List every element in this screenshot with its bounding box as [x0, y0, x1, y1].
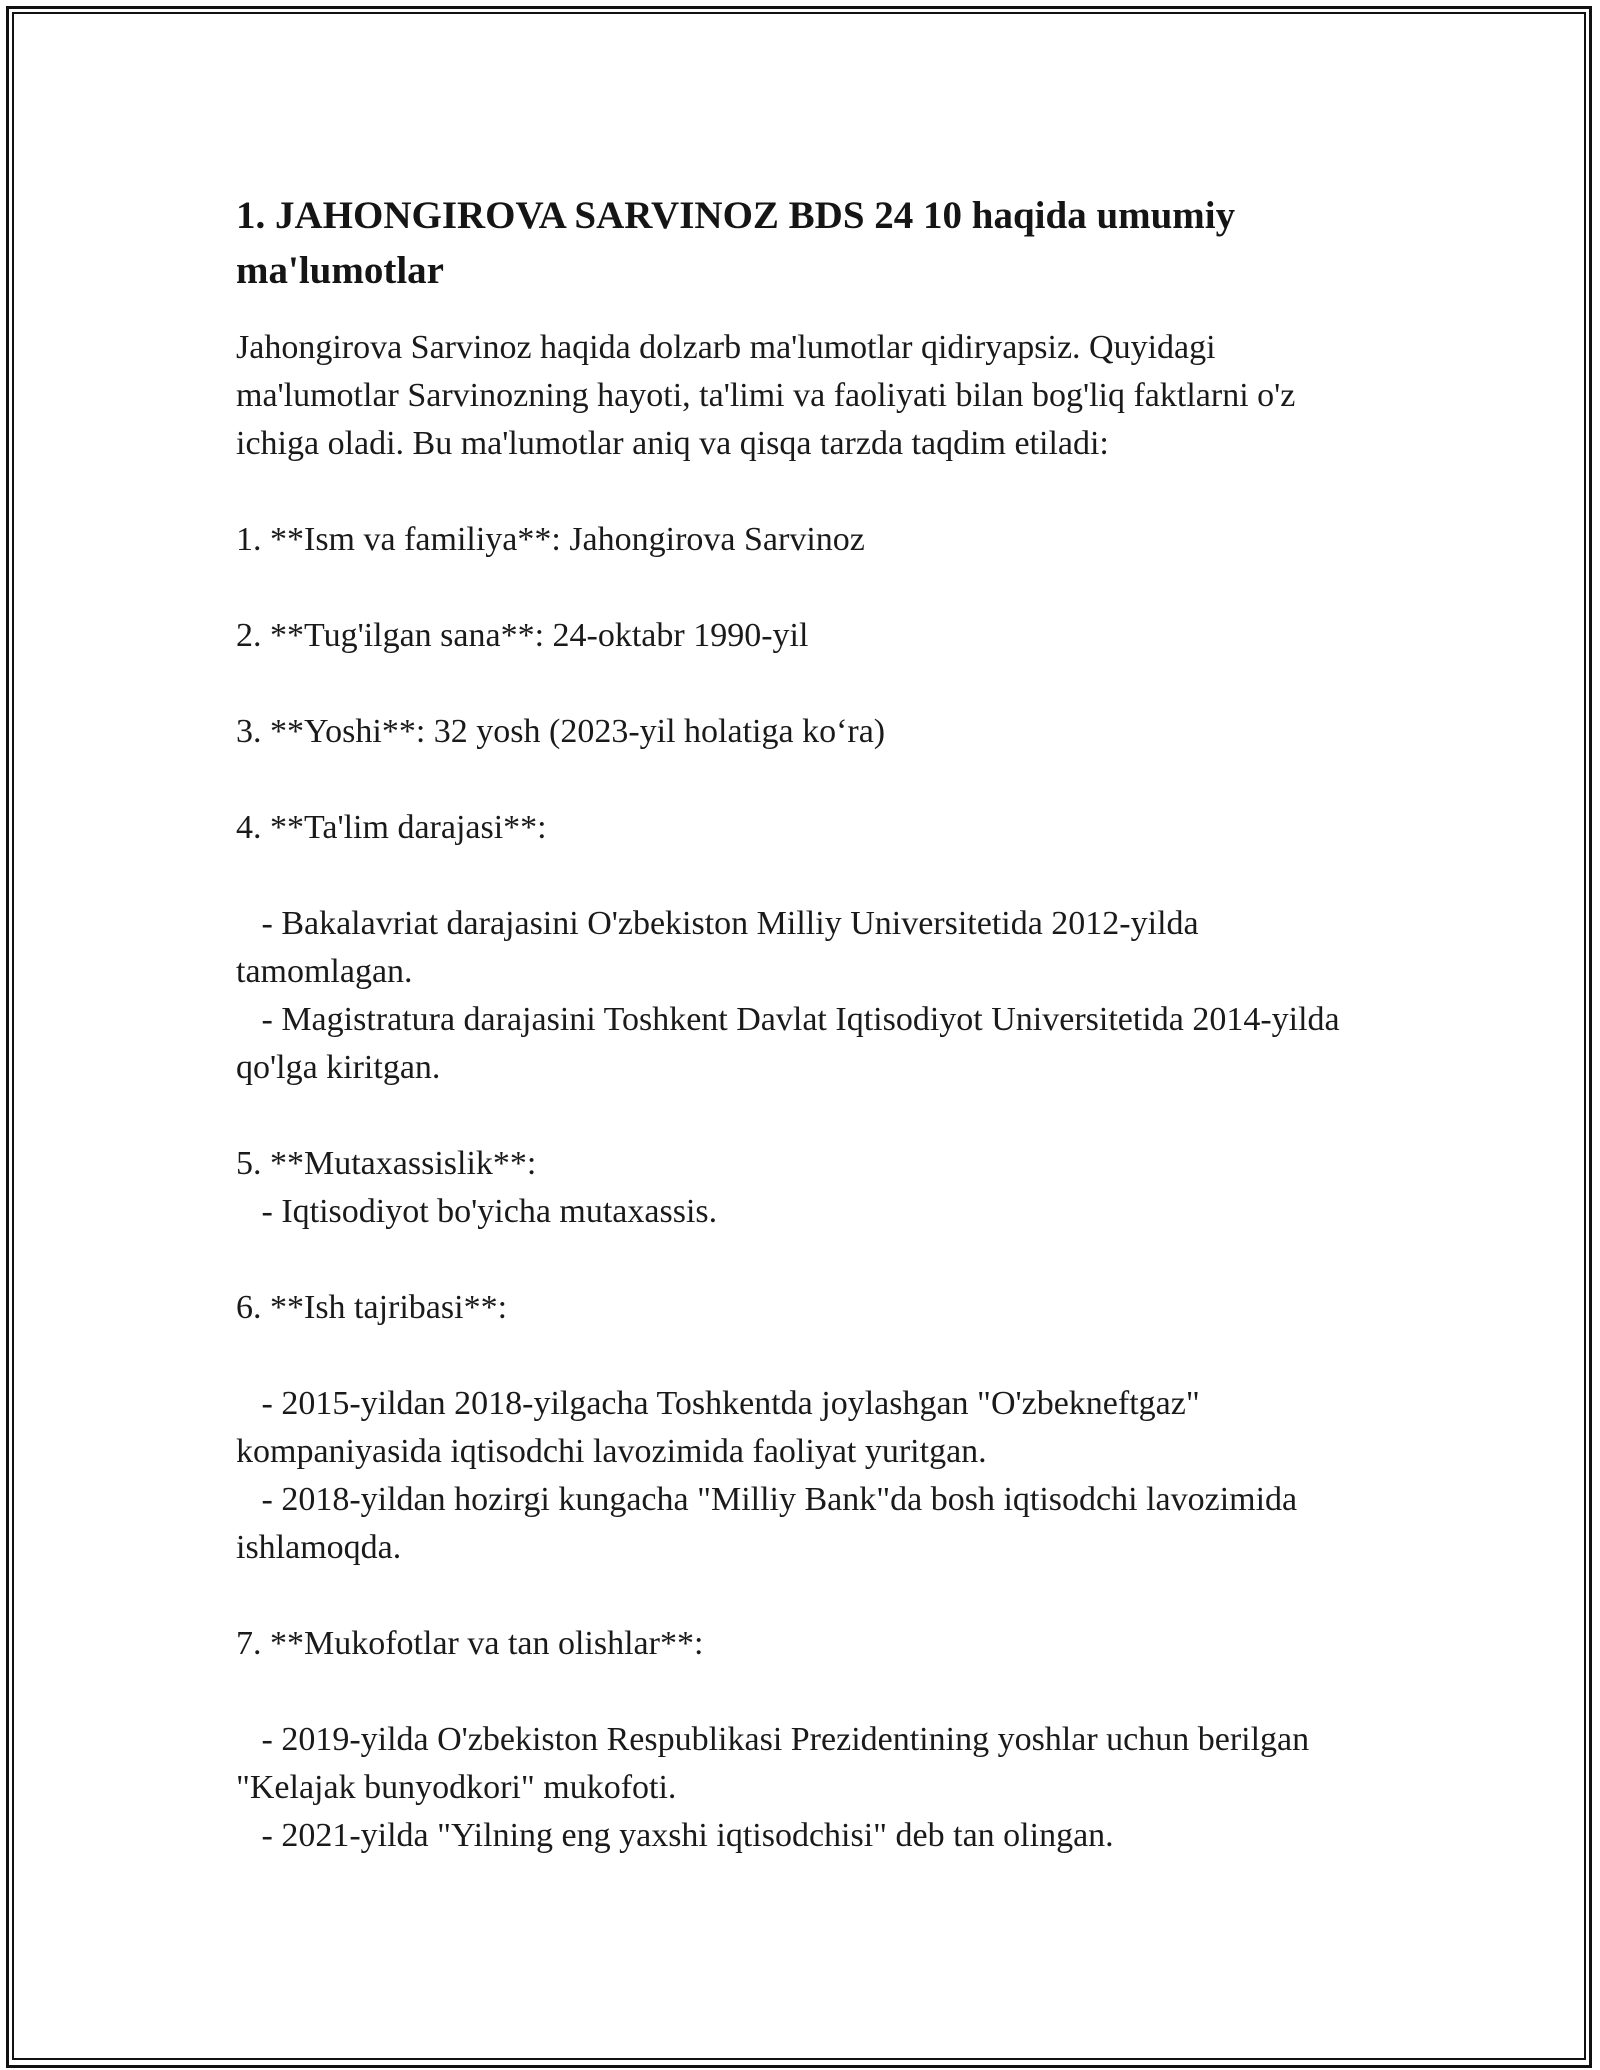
- spacer: [236, 564, 1366, 612]
- spacer: [236, 852, 1366, 900]
- award-second: - 2021-yilda "Yilning eng yaxshi iqtisodchisi" deb tan olingan.: [236, 1817, 1114, 1854]
- specialty-detail: - Iqtisodiyot bo'yicha mutaxassis.: [236, 1193, 718, 1230]
- award-first: - 2019-yilda O'zbekiston Respublikasi Prezidentining yoshlar uchun berilgan "Kelajak bunyodkori" mukofoti.: [236, 1721, 1318, 1806]
- intro-paragraph: Jahongirova Sarvinoz haqida dolzarb ma'lumotlar qidiryapsiz. Quyidagi ma'lumotlar Sarvinozning hayoti, ta'limi va faoliyati bilan bog'liq faktlarni o'z ichiga oladi. Bu ma'lumotlar aniq va qisqa tarzda taqdim etiladi:: [236, 329, 1304, 462]
- education-master: - Magistratura darajasini Toshkent Davlat Iqtisodiyot Universitetida 2014-yilda qo'lga kiritgan.: [236, 1001, 1349, 1086]
- experience-second: - 2018-yildan hozirgi kungacha "Milliy Bank"da bosh iqtisodchi lavozimida ishlamoqda.: [236, 1481, 1306, 1566]
- spacer: [236, 660, 1366, 708]
- experience-first: - 2015-yildan 2018-yilgacha Toshkentda joylashgan "O'zbekneftgaz" kompaniyasida iqtisodchi lavozimida faoliyat yuritgan.: [236, 1385, 1209, 1470]
- document-heading: 1. JAHONGIROVA SARVINOZ BDS 24 10 haqida umumiy ma'lumotlar: [236, 194, 1236, 292]
- list-item-awards: 7. **Mukofotlar va tan olishlar**:: [236, 1625, 704, 1662]
- spacer: [236, 1092, 1366, 1140]
- document-body: [236, 188, 1366, 1860]
- list-item-education: 4. **Ta'lim darajasi**:: [236, 809, 547, 846]
- spacer: [236, 756, 1366, 804]
- list-item-age: 3. **Yoshi**: 32 yosh (2023-yil holatiga ko‘ra): [236, 713, 886, 750]
- spacer: [236, 468, 1366, 516]
- education-bachelor: - Bakalavriat darajasini O'zbekiston Milliy Universitetida 2012-yilda tamomlagan.: [236, 905, 1208, 990]
- spacer: [236, 1668, 1366, 1716]
- list-item-specialty: 5. **Mutaxassislik**:: [236, 1145, 537, 1182]
- spacer: [236, 1332, 1366, 1380]
- list-item-name: 1. **Ism va familiya**: Jahongirova Sarvinoz: [236, 521, 865, 558]
- spacer: [236, 1236, 1366, 1284]
- spacer: [236, 1572, 1366, 1620]
- list-item-birthdate: 2. **Tug'ilgan sana**: 24-oktabr 1990-yil: [236, 617, 809, 654]
- list-item-experience: 6. **Ish tajribasi**:: [236, 1289, 508, 1326]
